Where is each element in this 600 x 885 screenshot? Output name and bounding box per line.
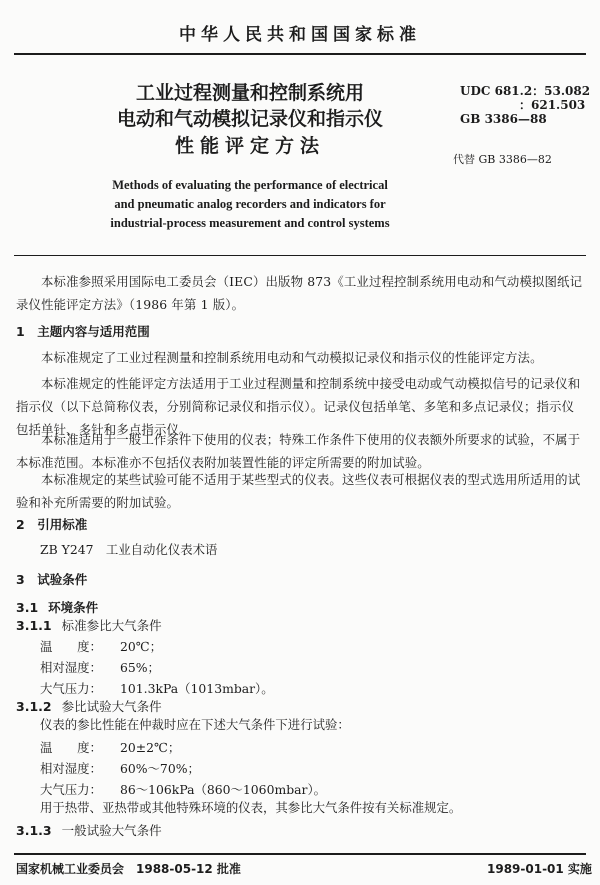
clause-3-1 (16, 598, 108, 616)
intro-paragraph: 本标准参照采用国际电工委员会（IEC）出版物 873《工业过程控制系统用电动和气动模拟图纸记录仪性能评定方法》（1986 年第 1 版）。 (16, 274, 583, 312)
clause-3-1-2-note: 用于热带、亚热带或其他特殊环境的仪表，其参比大气条件按有关标准规定。 (40, 800, 462, 815)
effective-date: 1989-01-01 实施 (487, 862, 592, 876)
document-title-line-1: 工业过程测量和控制系统用 (135, 82, 364, 104)
replaces-standard: 代替 GB 3386—82 (453, 153, 552, 166)
reference-humidity-value: 60%～70%； (120, 761, 200, 776)
standard-pressure-label: 大气压力： (40, 681, 102, 696)
clause-3-1-2-intro: 仪表的参比性能在仲裁时应在下述大气条件下进行试验： (40, 717, 350, 732)
section-2-heading: 2 引用标准 (16, 517, 88, 532)
reference-temperature-label: 温 度： (40, 740, 102, 755)
clause-3-1-1-title: 标准参比大气条件 (61, 618, 162, 633)
clause-3-1-2-title: 参比试验大气条件 (61, 699, 162, 714)
section-1-paragraph-4: 本标准规定的某些试验可能不适用于某些型式的仪表。这些仪表可根据仪表的型式选用所适用的试验和补充所需要的附加试验。 (16, 472, 581, 510)
english-title-line-3: industrial-process measurement and control systems (110, 216, 390, 230)
clause-3-1-2 (16, 697, 162, 715)
clause-3-1-3 (16, 821, 162, 839)
udc-code-continued: ：621.503 (519, 98, 586, 112)
section-1-paragraph-2: 本标准规定的性能评定方法适用于工业过程测量和控制系统中接受电动或气动模拟信号的记录仪和指示仪（以下总简称仪表，分别简称记录仪和指示仪）。记录仪包括单笔、多笔和多点记录仪；指示仪包括单针、多针和多点指示仪。 (16, 376, 581, 437)
standard-temperature-label: 温 度： (40, 639, 102, 654)
clause-3-1-3-number: 3.1.3 (16, 823, 52, 838)
document-title-line-2: 电动和气动模拟记录仪和指示仪 (116, 108, 383, 130)
reference-temperature-value: 20±2℃； (120, 740, 181, 755)
section-1-paragraph-1: 本标准规定了工业过程测量和控制系统用电动和气动模拟记录仪和指示仪的性能评定方法。 (41, 350, 543, 365)
standard-humidity-value: 65%； (120, 660, 160, 675)
english-title-line-1: Methods of evaluating the performance of electrical (112, 178, 388, 192)
clause-3-1-3-title: 一般试验大气条件 (61, 823, 162, 838)
title-divider (14, 255, 586, 256)
standard-pressure-value: 101.3kPa（1013mbar）。 (120, 681, 274, 696)
clause-3-1-2-number: 3.1.2 (16, 699, 52, 714)
header-divider (14, 53, 586, 55)
standard-number: GB 3386—88 (460, 112, 547, 126)
section-1-heading: 1 主题内容与适用范围 (16, 324, 150, 339)
clause-3-1-1 (16, 616, 162, 634)
document-title-line-3: 性能评定方法 (174, 135, 325, 157)
reference-pressure-label: 大气压力： (40, 782, 102, 797)
standard-humidity-label: 相对湿度： (40, 660, 102, 675)
english-title-line-2: and pneumatic analog recorders and indicators for (114, 197, 386, 211)
udc-code: UDC 681.2：53.082 (460, 84, 591, 98)
clause-3-1-number: 3.1 (16, 600, 39, 615)
clause-3-1-1-number: 3.1.1 (16, 618, 52, 633)
section-1-paragraph-3: 本标准适用于一般工作条件下使用的仪表；特殊工作条件下使用的仪表额外所要求的试验，不属于本标准范围。本标准亦不包括仪表附加装置性能的评定所需要的附加试验。 (16, 432, 581, 470)
issuing-body-header: 中华人民共和国国家标准 (179, 25, 421, 45)
referenced-standard: ZB Y247 工业自动化仪表术语 (40, 542, 218, 557)
reference-pressure-value: 86～106kPa（860～1060mbar）。 (120, 782, 327, 797)
footer-divider (14, 853, 586, 855)
standard-temperature-value: 20℃； (120, 639, 163, 654)
clause-3-1-title: 环境条件 (48, 600, 99, 615)
reference-humidity-label: 相对湿度： (40, 761, 102, 776)
approval-date: 国家机械工业委员会 1988-05-12 批准 (16, 862, 241, 876)
section-3-heading: 3 试验条件 (16, 572, 88, 587)
